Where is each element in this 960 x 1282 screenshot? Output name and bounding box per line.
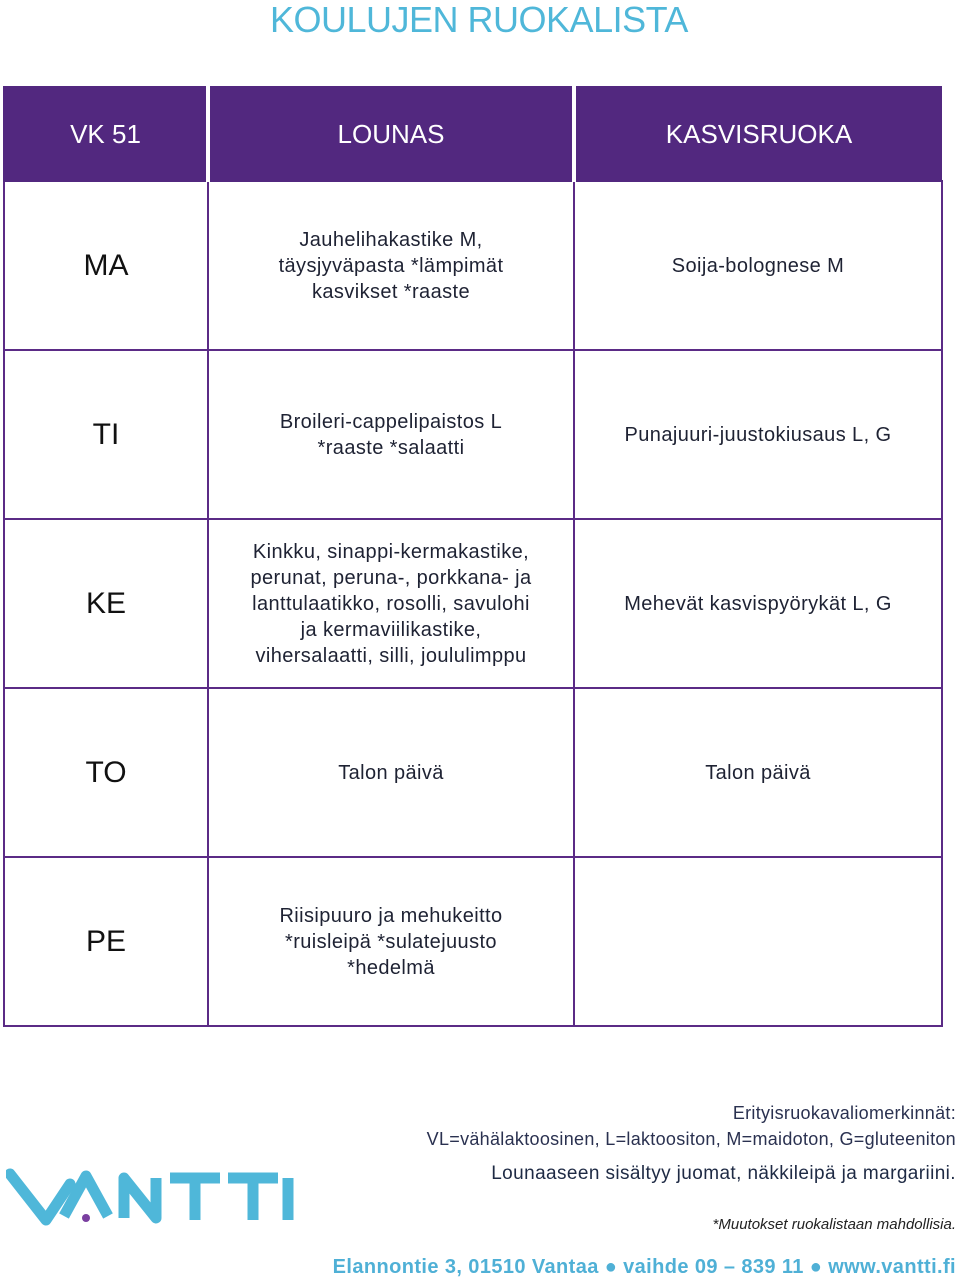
veg-cell: Mehevät kasvispyörykät L, G (574, 519, 942, 688)
diet-notes (427, 1100, 956, 1152)
veg-cell (574, 857, 942, 1026)
menu-row (4, 181, 942, 350)
menu-row (4, 688, 942, 857)
diet-notes-legend: VL=vähälaktoosinen, L=laktoositon, M=maidoton, G=gluteeniton (426, 1129, 956, 1149)
menu-table (3, 86, 943, 1027)
changes-note: *Muutokset ruokalistaan mahdollisia. (712, 1216, 956, 1233)
week-header: VK 51 (4, 87, 208, 181)
day-label: KE (4, 519, 208, 688)
menu-row (4, 350, 942, 519)
lunch-cell: Kinkku, sinappi-kermakastike, perunat, peruna-, porkkana- ja lanttulaatikko, rosolli, savulohi ja kermaviilikastike, vihersalaatti, silli, joululimppu (208, 519, 574, 688)
day-label: TI (4, 350, 208, 519)
lunch-cell: Jauhelihakastike M, täysjyväpasta *lämpimät kasvikset *raaste (208, 181, 574, 350)
diet-notes-heading: Erityisruokavaliomerkinnät: (732, 1103, 956, 1123)
lunch-header: LOUNAS (208, 87, 574, 181)
drinks-note: Lounaaseen sisältyy juomat, näkkileipä ja margariini. (491, 1163, 956, 1184)
veg-cell: Soija-bolognese M (574, 181, 942, 350)
veg-header: KASVISRUOKA (574, 87, 942, 181)
lunch-cell: Talon päivä (208, 688, 574, 857)
day-label: TO (4, 688, 208, 857)
footer-contact: Elannontie 3, 01510 Vantaa ● vaihde 09 – 839 11 ● www.vantti.fi (332, 1256, 956, 1278)
day-label: MA (4, 181, 208, 350)
day-label: PE (4, 857, 208, 1026)
vantti-logo (6, 1160, 296, 1235)
lunch-cell: Riisipuuro ja mehukeitto *ruisleipä *sulatejuusto *hedelmä (208, 857, 574, 1026)
veg-cell: Punajuuri-juustokiusaus L, G (574, 350, 942, 519)
veg-cell: Talon päivä (574, 688, 942, 857)
menu-row (4, 857, 942, 1026)
menu-header-row (4, 87, 942, 181)
lunch-cell: Broileri-cappelipaistos L *raaste *salaatti (208, 350, 574, 519)
page-title: KOULUJEN RUOKALISTA (270, 0, 688, 40)
menu-row (4, 519, 942, 688)
